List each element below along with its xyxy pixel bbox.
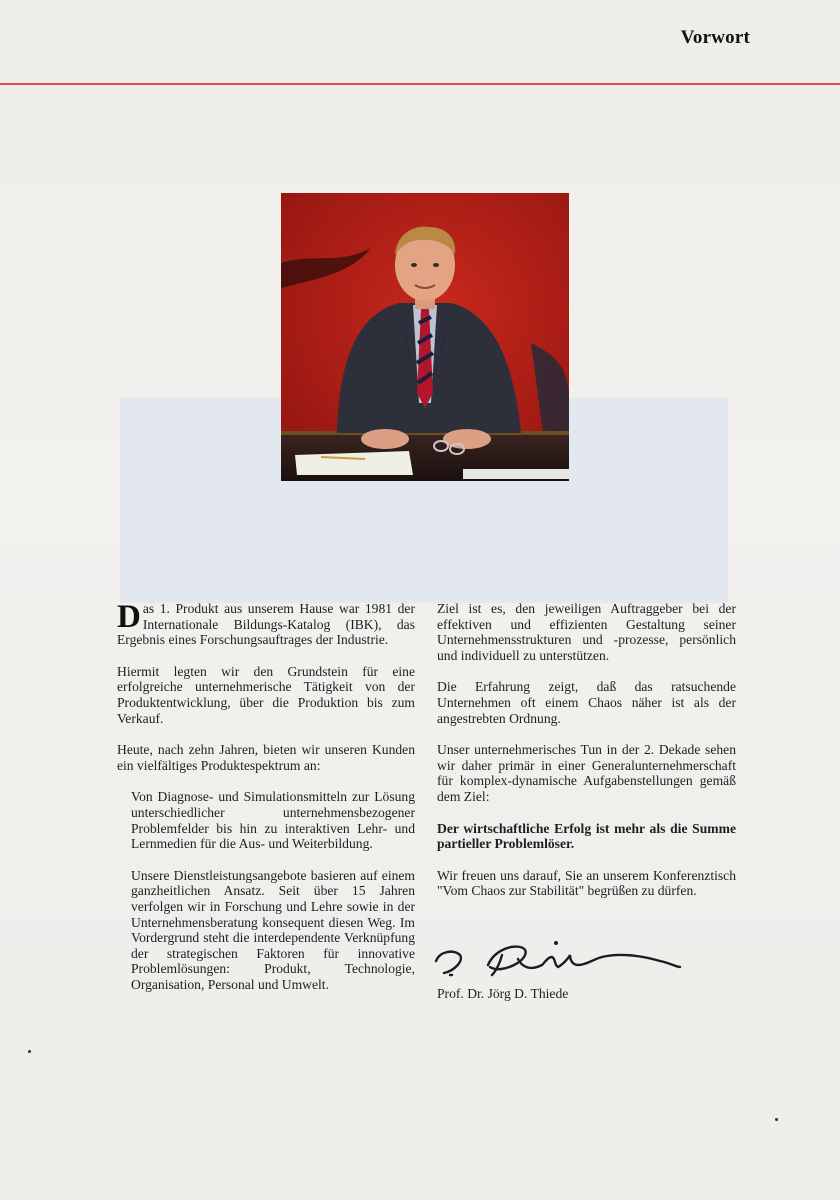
paragraph-foundation: Hiermit legten wir den Grundstein für eine erfolgreiche unternehmerische Tätigkeit von der Produktentwicklung, über die Produktion bis zum Verkauf. <box>117 663 415 726</box>
paragraph-experience: Die Erfahrung zeigt, daß das ratsuchende Unternehmen oft einem Chaos näher ist als der angestrebten Ordnung. <box>437 679 736 726</box>
paragraph-intro <box>117 601 415 648</box>
paragraph-second-decade: Unser unternehmerisches Tun in der 2. Dekade sehen wir daher primär in einer Generalunternehmerschaft für komplex-dynamische Aufgabenstellungen gemäß dem Ziel: <box>437 742 736 804</box>
handwritten-signature-icon <box>430 935 690 985</box>
portrait-photo <box>281 193 569 481</box>
paragraph-products-detail: Von Diagnose- und Simulationsmitteln zur Lösung unterschiedlicher unternehmensbezogener Problemfelder bis hin zu interaktiven Lehr- und Lernmedien für die Aus- und Weiterbildung. <box>131 789 415 852</box>
paragraph-invitation: Wir freuen uns darauf, Sie an unserem Konferenztisch "Vom Chaos zur Stabilität" begrüßen zu dürfen. <box>437 867 736 899</box>
paragraph-key-statement: Der wirtschaftliche Erfolg ist mehr als die Summe partieller Problemlöser. <box>437 820 736 852</box>
signatory-name: Prof. Dr. Jörg D. Thiede <box>437 986 569 1001</box>
paragraph-goal: Ziel ist es, den jeweiligen Auftraggeber bei der effektiven und effizienten Gestaltung seiner Unternehmensstrukturen und -prozesse, persönlich und individuell zu unterstützen. <box>437 601 736 663</box>
drop-cap: D <box>117 599 141 635</box>
print-speck <box>28 1050 31 1053</box>
portrait-icon <box>281 193 569 481</box>
print-speck <box>775 1118 778 1121</box>
paragraph-products-intro: Heute, nach zehn Jahren, bieten wir unseren Kunden ein vielfältiges Produktespektrum an: <box>117 742 415 773</box>
paragraph-intro-text: as 1. Produkt aus unserem Hause war 1981 der Internationale Bildungs-Katalog (IBK), das Ergebnis eines Forschungsauftrages der Industrie. <box>117 601 415 648</box>
paragraph-services: Unsere Dienstleistungsangebote basieren auf einem ganzheitlichen Ansatz. Seit über 15 Jahren verfolgen wir in Forschung und Lehre sowie in der Unternehmensberatung konsequent diesen Weg. Im Vordergrund steht die interdependente Verknüpfung der strategischen Faktoren für innovative Problemlösungen: Produkt, Technologie, Organisation, Personal und Umwelt. <box>131 867 415 992</box>
page-title: Vorwort <box>680 27 750 48</box>
header-divider <box>0 83 840 85</box>
intro-column-right <box>437 601 736 915</box>
intro-column-left <box>117 601 415 1008</box>
